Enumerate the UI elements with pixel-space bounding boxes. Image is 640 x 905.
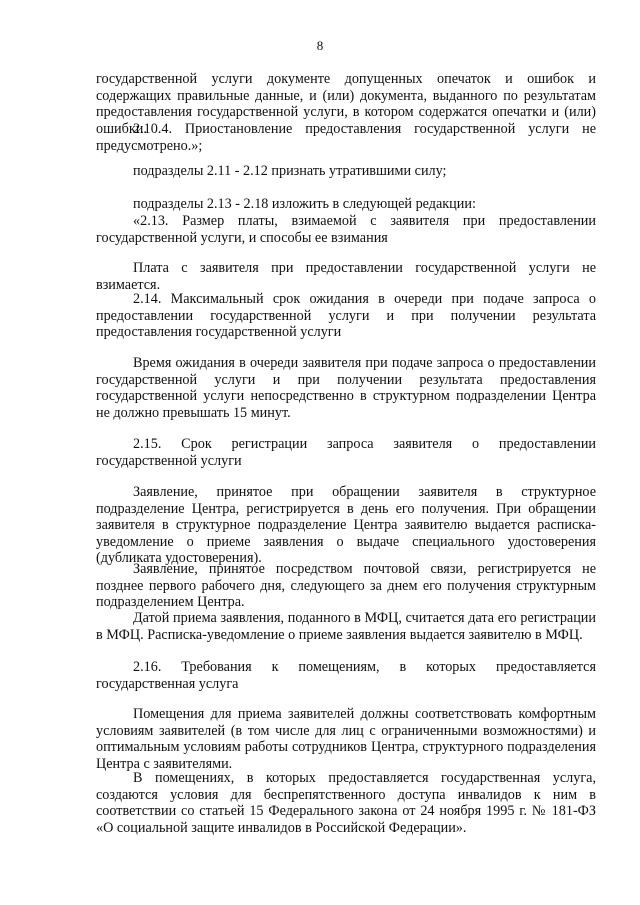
paragraph-wait-time: Время ожидания в очереди заявителя при подаче запроса о предоставлении государственной услуги и при получении результата предоставления государственной услуги непосредственно в структурном подразделении Центра не должно превышать 15 минут. xyxy=(96,355,596,421)
paragraph-disabled-access: В помещениях, в которых предоставляется государственная услуга, создаются условия для беспрепятственного доступа инвалидов к ним в соответствии со статьей 15 Федерального закона от 24 ноября 1995 г. № 181-ФЗ «О социальной защите инвалидов в Российской Федерации». xyxy=(96,770,596,836)
paragraph-subsections-new-edition: подразделы 2.13 - 2.18 изложить в следующей редакции: xyxy=(133,196,476,212)
heading-2-13: «2.13. Размер платы, взимаемой с заявителя при предоставлении государственной услуги, и способы ее взимания xyxy=(96,213,596,246)
paragraph-typo-correction-end: государственной услуги документе допущенных опечаток и ошибок и содержащих правильные данные, и (или) документа, выданного по результатам предоставления государственной услуги, в котором содержатся опечатки и (или) ошибки. xyxy=(96,71,596,137)
paragraph-2-10-4: 2.10.4. Приостановление предоставления государственной услуги не предусмотрено.»; xyxy=(96,121,596,154)
paragraph-no-fee: Плата с заявителя при предоставлении государственной услуги не взимается. xyxy=(96,260,596,293)
paragraph-premises-requirements: Помещения для приема заявителей должны соответствовать комфортным условиям заявителей (в том числе для лиц с ограниченными возможностями) и оптимальным условиям работы сотрудников Центра, структурного подразделения Центра с заявителями. xyxy=(96,706,596,772)
heading-2-16: 2.16. Требования к помещениям, в которых предоставляется государственная услуга xyxy=(96,659,596,692)
page-number: 8 xyxy=(316,38,324,53)
paragraph-subsections-void: подразделы 2.11 - 2.12 признать утратившими силу; xyxy=(133,163,447,179)
paragraph-registration-center: Заявление, принятое при обращении заявителя в структурное подразделение Центра, регистрируется в день его получения. При обращении заявителя в структурное подразделение Центра заявителю выдается расписка-уведомление о приеме заявления о выдаче специального удостоверения (дубликата удостоверения). xyxy=(96,484,596,567)
paragraph-registration-mfc: Датой приема заявления, поданного в МФЦ, считается дата его регистрации в МФЦ. Расписка-уведомление о приеме заявления выдается заявителю в МФЦ. xyxy=(96,610,596,643)
paragraph-registration-post: Заявление, принятое посредством почтовой связи, регистрируется не позднее первого рабочего дня, следующего за днем его получения структурным подразделением Центра. xyxy=(96,561,596,611)
heading-2-15: 2.15. Срок регистрации запроса заявителя о предоставлении государственной услуги xyxy=(96,436,596,469)
heading-2-14: 2.14. Максимальный срок ожидания в очереди при подаче запроса о предоставлении государственной услуги и при получении результата предоставления государственной услуги xyxy=(96,291,596,341)
